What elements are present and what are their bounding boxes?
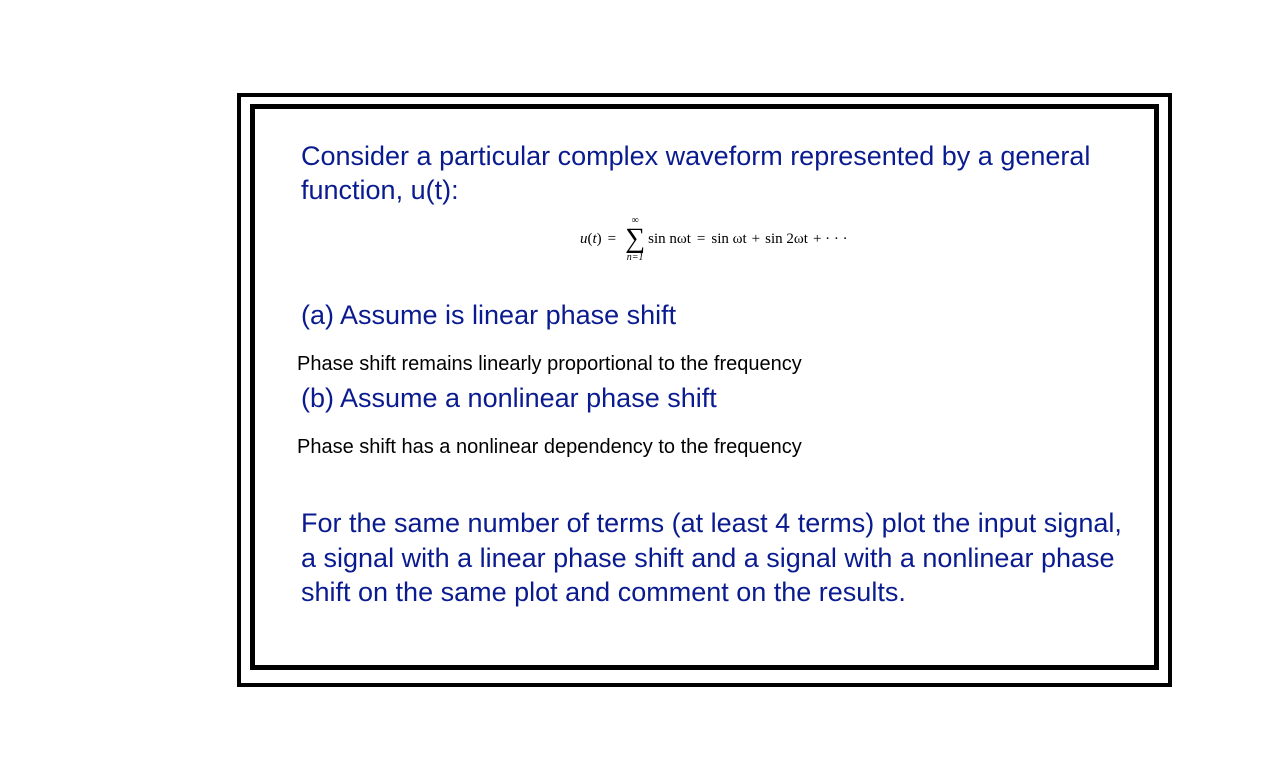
equation-lhs-function: u <box>580 230 588 247</box>
summation-lower-limit: n=1 <box>626 252 644 263</box>
equation-equals-2: = <box>696 230 706 247</box>
summation-upper-limit: ∞ <box>631 215 639 226</box>
part-a-note: Phase shift remains linearly proportional to the frequency <box>297 353 802 375</box>
waveform-equation <box>580 213 848 265</box>
sigma-glyph: ∑ <box>625 223 646 254</box>
equation-term-first: sin ωt <box>711 230 747 247</box>
part-b-heading: (b) Assume a nonlinear phase shift <box>301 383 717 413</box>
task-instructions: For the same number of terms (at least 4 terms) plot the input signal, a signal with a linear phase shift and a signal with a nonlinear phase shift on the same plot and comment on the results. <box>301 508 1122 607</box>
equation-lhs-variable: t <box>592 230 597 247</box>
part-a-heading: (a) Assume is linear phase shift <box>301 300 677 330</box>
equation-equals: = <box>607 230 617 247</box>
equation-close-paren: ) <box>596 230 602 247</box>
equation-plus: + <box>751 230 761 247</box>
intro-text: Consider a particular complex waveform represented by a general function, u(t): <box>301 141 1091 205</box>
equation-term-second: sin 2ωt <box>765 230 808 247</box>
equation-term-general: sin nωt <box>648 230 691 247</box>
summation-symbol <box>625 215 645 263</box>
part-b-note: Phase shift has a nonlinear dependency to the frequency <box>297 436 802 458</box>
equation-open-paren: ( <box>587 230 593 247</box>
equation-ellipsis: + · · · <box>812 230 848 247</box>
